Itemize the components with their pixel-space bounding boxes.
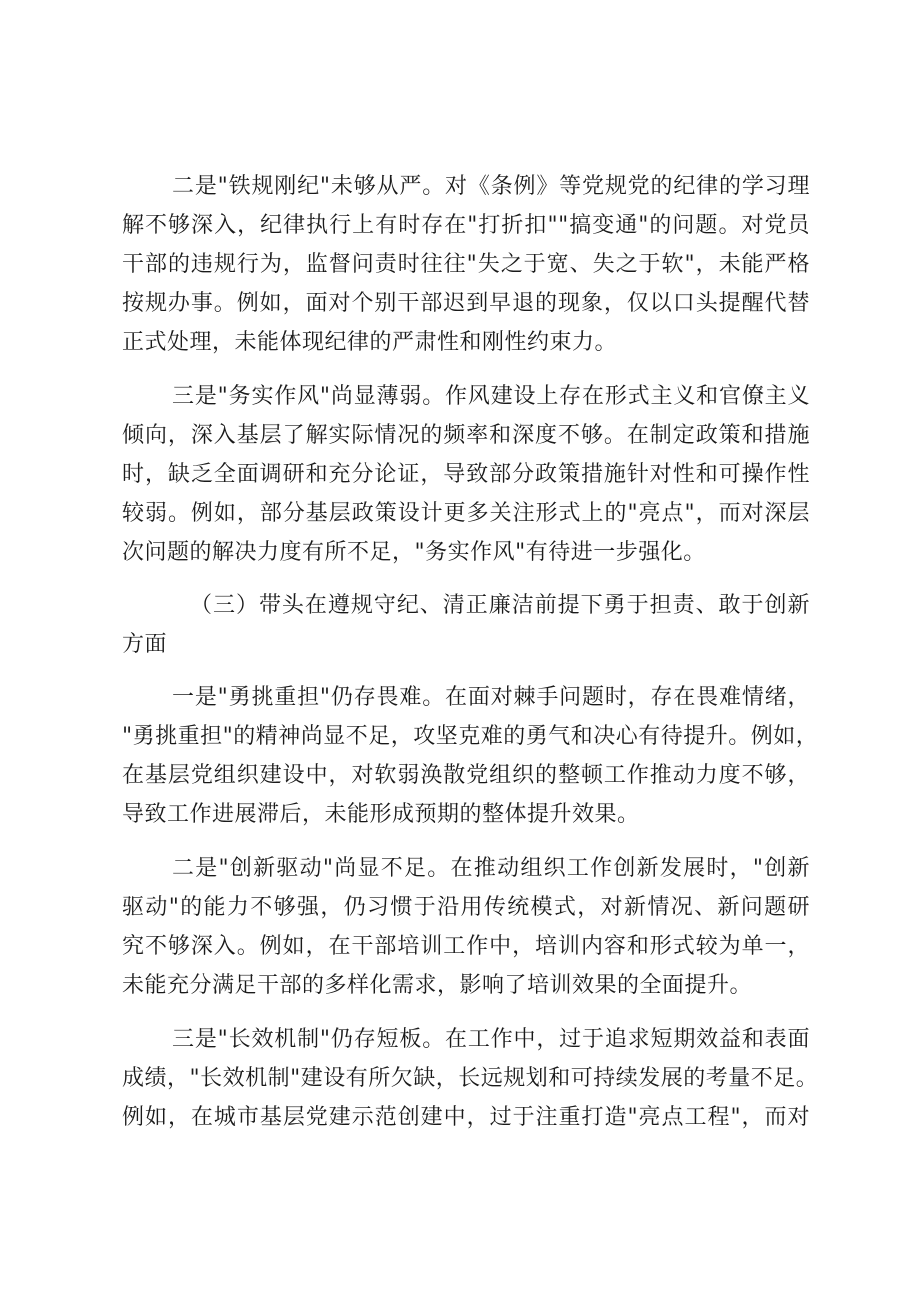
paragraph-line: 在基层党组织建设中，对软弱涣散党组织的整顿工作推动力度不够， — [122, 763, 810, 788]
paragraph-innovation — [122, 849, 810, 1005]
paragraph-line: 倾向，深入基层了解实际情况的频率和深度不够。在制定政策和措施 — [122, 423, 810, 448]
paragraph-line: 按规办事。例如，面对个别干部迟到早退的现象，仅以口头提醒代替 — [122, 291, 810, 316]
paragraph-line: 三是"务实作风"尚显薄弱。作风建设上存在形式主义和官僚主义 — [172, 384, 810, 409]
paragraph-spacer — [122, 572, 810, 586]
paragraph-line: 究不够深入。例如，在干部培训工作中，培训内容和形式较为单一， — [122, 934, 810, 959]
paragraph-line: 二是"创新驱动"尚显不足。在推动组织工作创新发展时，"创新 — [172, 856, 810, 881]
paragraph-practical-style — [122, 377, 810, 572]
paragraph-line: 较弱。例如，部分基层政策设计更多关注形式上的"亮点"，而对深层 — [122, 501, 810, 526]
paragraph-spacer — [122, 362, 810, 377]
paragraph-line: 干部的违规行为，监督问责时往往"失之于宽、失之于软"，未能严格 — [122, 252, 810, 277]
paragraph-line: 正式处理，未能体现纪律的严肃性和刚性约束力。 — [122, 330, 618, 355]
paragraph-line: 时，缺乏全面调研和充分论证，导致部分政策措施针对性和可操作性 — [122, 462, 810, 487]
paragraph-line: 例如，在城市基层党建示范创建中，过于注重打造"亮点工程"，而对 — [122, 1105, 810, 1130]
section-heading — [122, 586, 810, 664]
paragraph-line: 成绩，"长效机制"建设有所欠缺，长远规划和可持续发展的考量不足。 — [122, 1066, 819, 1091]
paragraph-line: 二是"铁规刚纪"未够从严。对《条例》等党规党的纪律的学习理 — [172, 174, 810, 199]
paragraph-iron-discipline — [122, 167, 810, 362]
paragraph-line: 一是"勇挑重担"仍存畏难。在面对棘手问题时，存在畏难情绪， — [172, 685, 810, 710]
section-heading-line: 方面 — [122, 632, 168, 657]
paragraph-line: 驱动"的能力不够强，仍习惯于沿用传统模式，对新情况、新问题研 — [122, 895, 810, 920]
paragraph-long-term-mechanism — [122, 1020, 819, 1137]
paragraph-line: 次问题的解决力度有所不足，"务实作风"有待进一步强化。 — [122, 540, 706, 565]
paragraph-take-on-burdens — [122, 678, 819, 834]
paragraph-spacer — [122, 1005, 810, 1020]
paragraph-line: "勇挑重担"的精神尚显不足，攻坚克难的勇气和决心有待提升。例如， — [122, 724, 819, 749]
paragraph-line: 解不够深入，纪律执行上有时存在"打折扣""搞变通"的问题。对党员 — [122, 213, 810, 238]
paragraph-spacer — [122, 664, 810, 678]
document-body — [122, 167, 819, 1137]
paragraph-line: 未能充分满足干部的多样化需求，影响了培训效果的全面提升。 — [122, 973, 753, 998]
paragraph-line: 导致工作进展滞后，未能形成预期的整体提升效果。 — [122, 802, 640, 827]
paragraph-line: 三是"长效机制"仍存短板。在工作中，过于追求短期效益和表面 — [172, 1027, 810, 1052]
section-heading-line: （三）带头在遵规守纪、清正廉洁前提下勇于担责、敢于创新 — [190, 593, 810, 618]
paragraph-spacer — [122, 834, 810, 849]
